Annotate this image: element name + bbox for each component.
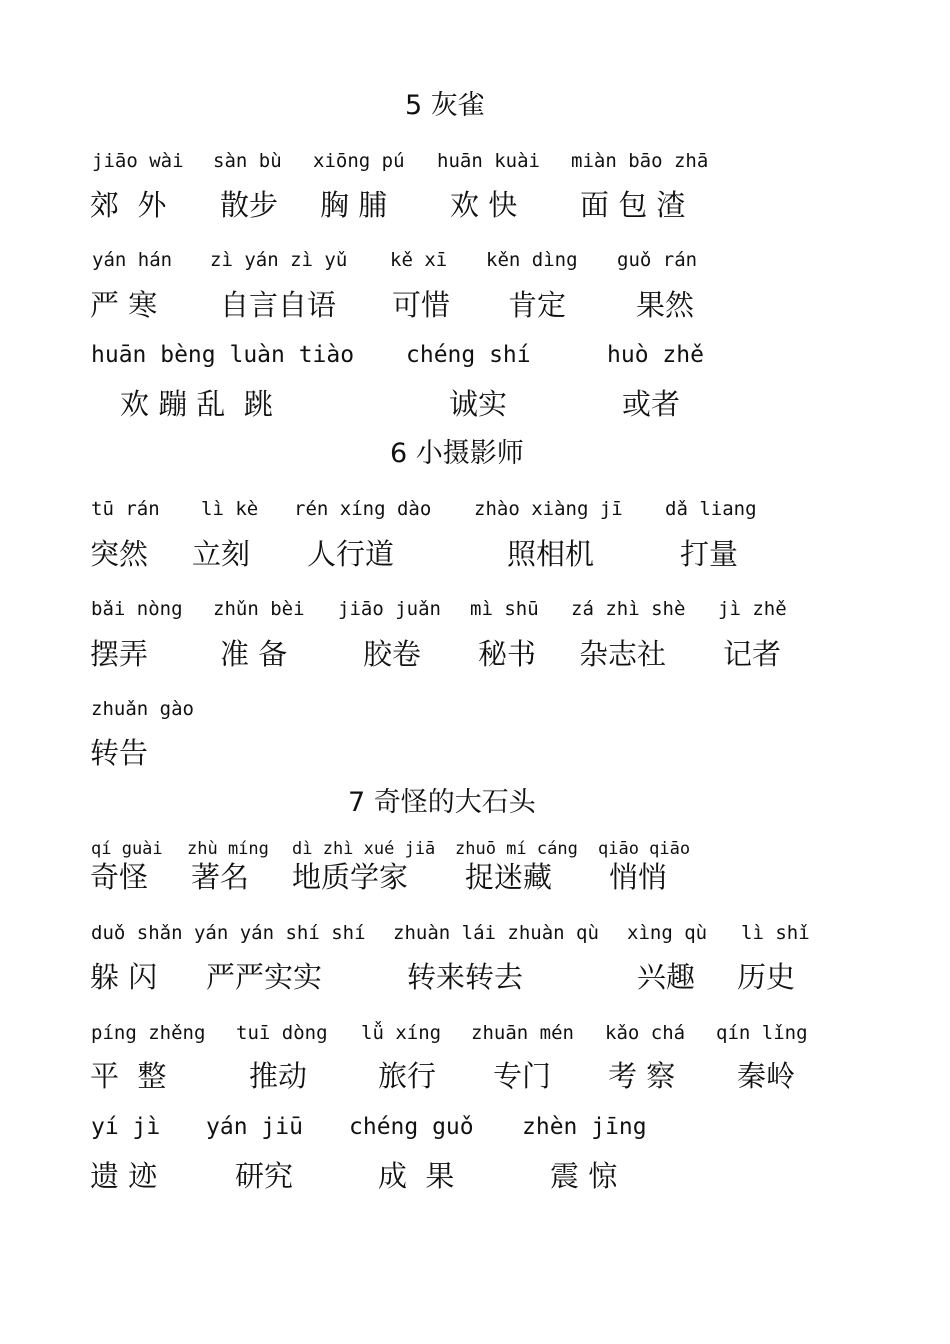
pinyin: qiāo qiāo [598, 839, 691, 859]
hanzi-word: 躲 闪 [90, 960, 158, 994]
pinyin: lì shǐ [741, 922, 810, 944]
hanzi-word: 悄悄 [609, 860, 668, 894]
pinyin: kě xī [390, 249, 448, 271]
pinyin: huò zhě [607, 342, 704, 368]
lesson-title: 5 灰雀 [405, 90, 485, 121]
pinyin: rén xíng dào [294, 498, 432, 520]
hanzi-word: 专门 [493, 1059, 552, 1093]
hanzi-word: 严严实实 [206, 960, 323, 994]
hanzi-word: 可惜 [392, 288, 451, 322]
pinyin: zhù míng [187, 839, 269, 859]
lesson-title: 7 奇怪的大石头 [348, 787, 536, 818]
pinyin: zhuō mí cáng [455, 839, 578, 859]
pinyin: jiāo wài [92, 150, 184, 172]
hanzi-word: 摆弄 [90, 637, 149, 671]
hanzi-word: 考 察 [608, 1059, 676, 1093]
hanzi-word: 欢 蹦 乱 跳 [120, 387, 273, 421]
pinyin: jì zhě [718, 598, 787, 620]
pinyin: lì kè [201, 498, 259, 520]
pinyin: tuī dòng [236, 1022, 328, 1044]
pinyin: dǎ liang [665, 498, 757, 520]
pinyin: zhǔn bèi [213, 598, 305, 620]
hanzi-word: 准 备 [220, 637, 288, 671]
hanzi-word: 突然 [90, 537, 149, 571]
pinyin: yí jì [91, 1114, 161, 1140]
hanzi-word: 奇怪 [90, 860, 149, 894]
hanzi-word: 郊 外 [90, 188, 167, 222]
hanzi-word: 杂志社 [579, 637, 667, 671]
hanzi-word: 历史 [737, 960, 796, 994]
hanzi-word: 研究 [235, 1159, 294, 1193]
hanzi-word: 面 包 渣 [580, 188, 686, 222]
hanzi-word: 记者 [723, 637, 782, 671]
pinyin: zhuǎn gào [91, 698, 194, 720]
hanzi-word: 人行道 [307, 537, 395, 571]
pinyin: miàn bāo zhā [571, 150, 709, 172]
hanzi-word: 地质学家 [292, 860, 409, 894]
hanzi-word: 著名 [191, 860, 250, 894]
hanzi-word: 捉迷藏 [465, 860, 553, 894]
hanzi-word: 转告 [90, 736, 149, 770]
pinyin: zhuān mén [471, 1022, 574, 1044]
pinyin: yán jiū [206, 1114, 303, 1140]
hanzi-word: 立刻 [192, 537, 251, 571]
pinyin: yán hán [92, 249, 173, 271]
lesson-title: 6 小摄影师 [390, 438, 524, 469]
hanzi-word: 平 整 [90, 1059, 167, 1093]
hanzi-word: 自言自语 [220, 288, 337, 322]
hanzi-word: 照相机 [507, 537, 595, 571]
hanzi-word: 旅行 [378, 1059, 437, 1093]
pinyin: qí guài [91, 839, 163, 859]
pinyin: mì shū [470, 598, 539, 620]
hanzi-word: 秦岭 [737, 1059, 796, 1093]
hanzi-word: 震 惊 [550, 1159, 618, 1193]
hanzi-word: 果然 [636, 288, 695, 322]
hanzi-word: 遗 迹 [90, 1159, 158, 1193]
pinyin: píng zhěng [91, 1022, 206, 1044]
pinyin: zá zhì shè [571, 598, 686, 620]
hanzi-word: 严 寒 [90, 288, 158, 322]
pinyin: duǒ shǎn yán yán shí shí [91, 922, 366, 944]
pinyin: jiāo juǎn [338, 598, 441, 620]
pinyin: zhào xiàng jī [474, 498, 623, 520]
pinyin: bǎi nòng [91, 598, 183, 620]
hanzi-word: 推动 [249, 1059, 308, 1093]
pinyin: chéng shí [406, 342, 531, 368]
pinyin: qín lǐng [716, 1022, 808, 1044]
hanzi-word: 秘书 [478, 637, 537, 671]
hanzi-word: 兴趣 [637, 960, 696, 994]
pinyin: zhèn jīng [522, 1114, 647, 1140]
pinyin: kěn dìng [486, 249, 578, 271]
pinyin: guǒ rán [617, 249, 698, 271]
pinyin: huān kuài [437, 150, 540, 172]
hanzi-word: 欢 快 [450, 188, 518, 222]
pinyin: dì zhì xué jiā [292, 839, 436, 859]
pinyin: huān bèng luàn tiào [91, 342, 355, 368]
pinyin: xìng qù [627, 922, 708, 944]
hanzi-word: 转来转去 [407, 960, 524, 994]
hanzi-word: 肯定 [508, 288, 567, 322]
pinyin: tū rán [91, 498, 160, 520]
hanzi-word: 成 果 [378, 1159, 455, 1193]
hanzi-word: 诚实 [449, 387, 508, 421]
hanzi-word: 散步 [220, 188, 279, 222]
hanzi-word: 胸 脯 [320, 188, 388, 222]
pinyin: xiōng pú [313, 150, 405, 172]
pinyin: kǎo chá [605, 1022, 686, 1044]
pinyin: chéng guǒ [349, 1114, 474, 1140]
hanzi-word: 或者 [622, 387, 681, 421]
hanzi-word: 胶卷 [363, 637, 422, 671]
pinyin: lǚ xíng [361, 1022, 442, 1044]
hanzi-word: 打量 [680, 537, 739, 571]
pinyin: sàn bù [213, 150, 282, 172]
pinyin: zì yán zì yǔ [210, 249, 348, 271]
pinyin: zhuàn lái zhuàn qù [393, 922, 599, 944]
